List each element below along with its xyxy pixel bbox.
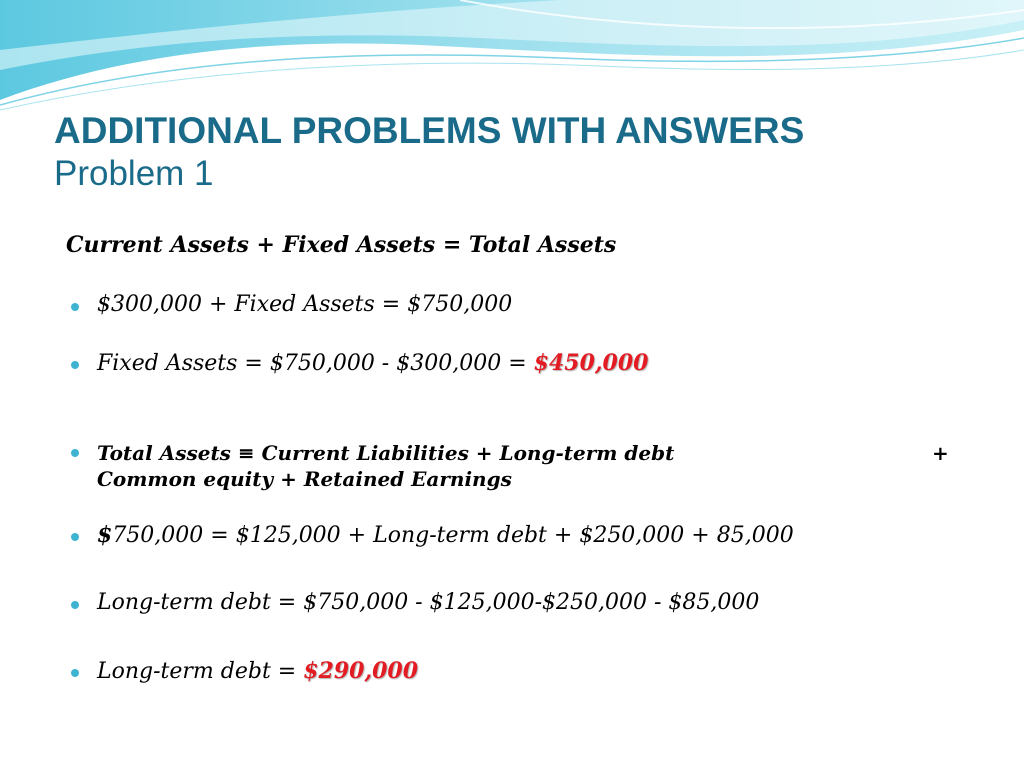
slide-subtitle: Problem 1 <box>54 154 214 193</box>
bullet-icon <box>71 533 79 541</box>
header-wave-decoration <box>0 0 1024 115</box>
item-text: Long-term debt = <box>97 659 304 684</box>
item-text-line2: Common equity + Retained Earnings <box>97 467 512 491</box>
equation-heading: Current Assets + Fixed Assets = Total Assets <box>66 232 617 258</box>
item-text: 750,000 = $125,000 + Long-term debt + $250,000 + 85,000 <box>112 523 794 548</box>
item-lead: $ <box>97 522 113 548</box>
slide-title: ADDITIONAL PROBLEMS WITH ANSWERS <box>54 110 805 151</box>
item-text-line1: Total Assets ≡ Current Liabilities + Long-term debt <box>97 441 675 465</box>
bullet-icon <box>71 669 79 677</box>
item-text: Long-term debt = $750,000 - $125,000-$250,000 - $85,000 <box>97 590 760 615</box>
item-text: $300,000 + Fixed Assets = $750,000 <box>97 292 513 317</box>
slide-title-block <box>54 108 804 194</box>
bullet-icon <box>71 361 79 369</box>
bullet-icon <box>71 303 79 311</box>
item-text-with-lead <box>97 522 794 548</box>
item-text-with-answer <box>97 350 648 376</box>
bullet-icon <box>71 601 79 609</box>
answer-value: $450,000 <box>533 350 649 376</box>
item-text-line1-end: + <box>932 441 949 465</box>
answer-value: $290,000 <box>303 658 419 684</box>
item-text: Fixed Assets = $750,000 - $300,000 = <box>97 351 534 376</box>
bullet-icon <box>71 449 79 457</box>
item-text-with-answer <box>97 658 418 684</box>
